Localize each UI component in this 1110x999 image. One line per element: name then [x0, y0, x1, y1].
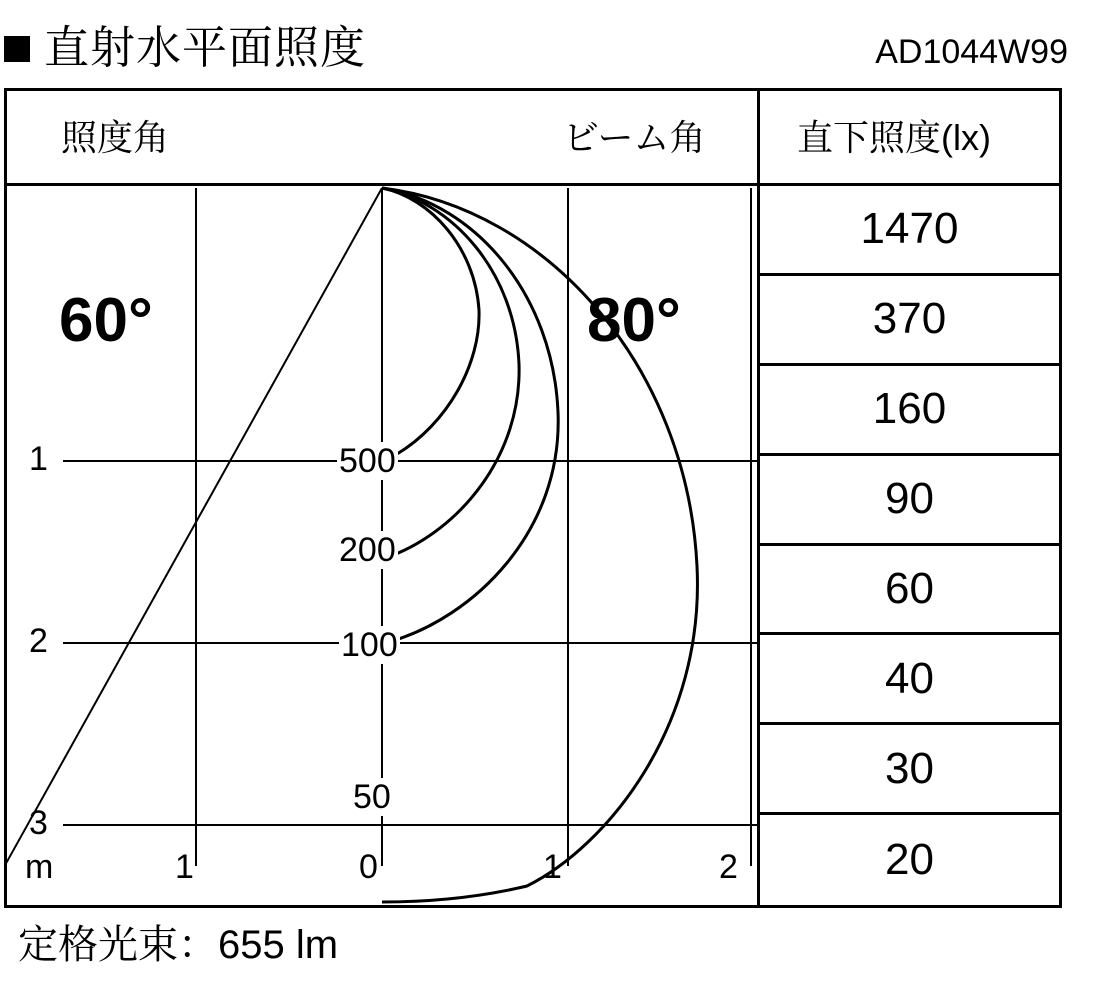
table-row — [760, 366, 1059, 456]
chart-frame — [4, 88, 1062, 908]
chart-header — [0, 10, 1110, 72]
page-title: 直射水平面照度 — [44, 22, 367, 73]
contour-100 — [382, 188, 558, 643]
table-cell-value: 60 — [885, 563, 934, 613]
table-row — [760, 186, 1059, 276]
table-row — [760, 456, 1059, 546]
x-axis-unit: m — [25, 848, 54, 886]
table-cell-value: 160 — [872, 384, 947, 434]
table-row — [760, 725, 1059, 815]
y-tick-1: 1 — [29, 440, 48, 478]
table-cell-value: 90 — [885, 474, 934, 524]
square-bullet-icon — [4, 36, 30, 62]
product-code: AD1044W99 — [875, 33, 1068, 71]
contour-label-100: 100 — [341, 626, 398, 664]
x-tick-right-1: 1 — [543, 848, 562, 886]
illuminance-angle-label: 照度角 — [61, 117, 170, 158]
illuminance-plot — [7, 186, 757, 905]
y-tick-3: 3 — [29, 804, 48, 842]
y-tick-2: 2 — [29, 622, 48, 660]
contour-500 — [382, 188, 479, 459]
x-tick-0: 0 — [359, 848, 378, 886]
table-cell-value: 20 — [885, 835, 934, 885]
table-cell-value: 40 — [885, 653, 934, 703]
table-cell-value: 370 — [872, 294, 947, 344]
table-row — [760, 815, 1059, 905]
table-row — [760, 546, 1059, 636]
table-cell-value: 1470 — [860, 204, 959, 254]
rated-flux-note: 定格光束：655 lm — [18, 923, 339, 967]
contour-200 — [382, 188, 519, 558]
table-header-label: 直下照度(lx) — [797, 117, 991, 158]
x-tick-right-2: 2 — [719, 848, 738, 886]
table-row — [760, 276, 1059, 366]
contour-label-200: 200 — [339, 531, 396, 569]
table-row — [760, 635, 1059, 725]
illuminance-table — [760, 186, 1059, 905]
beam-angle-value: 80° — [587, 286, 681, 355]
contour-label-50: 50 — [353, 778, 391, 816]
x-tick-left-1: 1 — [175, 848, 194, 886]
illuminance-angle-value: 60° — [59, 286, 153, 355]
beam-angle-label: ビーム角 — [563, 117, 706, 158]
table-cell-value: 30 — [885, 743, 934, 793]
contour-label-500: 500 — [339, 442, 396, 480]
